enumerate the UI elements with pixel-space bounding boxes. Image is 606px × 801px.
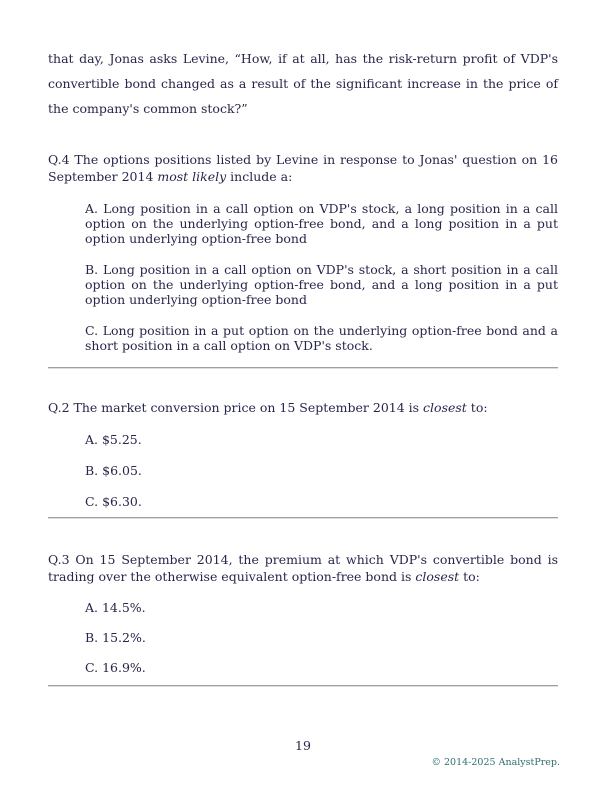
question-2-italic: closest (423, 400, 467, 415)
page-number: 19 (295, 738, 311, 753)
question-3-text-before: Q.3 On 15 September 2014, the premium at which VDP's convertible bond is trading over the otherwise equivalent option-free bond is (48, 552, 558, 584)
question-3-text-after: to: (459, 569, 480, 584)
question-3-option-b: B. 15.2%. (85, 630, 146, 645)
question-3-option-c: C. 16.9%. (85, 660, 146, 675)
question-3-block (48, 551, 558, 675)
section-divider (48, 517, 558, 519)
section-divider (48, 685, 558, 687)
question-2-block (48, 399, 558, 509)
question-2-text-before: Q.2 The market conversion price on 15 September 2014 is (48, 400, 424, 415)
question-3-text (48, 551, 558, 585)
question-4-option-b: B. Long position in a call option on VDP's stock, a short position in a call option on the underlying option-free bond, and a long position in a put option underlying option-free bond (85, 262, 558, 307)
question-2-option-b: B. $6.05. (85, 463, 142, 478)
copyright-notice: © 2014-2025 AnalystPrep. (431, 757, 560, 768)
intro-paragraph: that day, Jonas asks Levine, “How, if at all, has the risk-return profit of VDP's convertible bond changed as a result of the significant increase in the price of the company's common stock?” (48, 51, 558, 116)
question-4-text-after: include a: (226, 169, 293, 184)
question-4-option-a: A. Long position in a call option on VDP's stock, a long position in a call option on the underlying option-free bond, and a long position in a put option underlying option-free bond (85, 201, 558, 246)
question-4-options (48, 201, 558, 353)
question-4-text (48, 151, 558, 185)
question-2-text (48, 399, 558, 416)
question-2-text-after: to: (466, 400, 488, 415)
question-4-block (48, 151, 558, 353)
question-2-option-a: A. $5.25. (85, 432, 142, 447)
question-4-text-before: Q.4 The options positions listed by Levine in response to Jonas' question on 16 September 2014 (48, 152, 558, 184)
question-2-options (48, 432, 558, 509)
question-2-option-c: C. $6.30. (85, 494, 142, 509)
question-3-italic: closest (415, 569, 460, 584)
question-3-options (48, 600, 558, 675)
question-4-option-c: C. Long position in a put option on the underlying option-free bond and a short position in a call option on VDP's stock. (85, 323, 558, 353)
question-3-option-a: A. 14.5%. (85, 600, 146, 615)
question-4-italic: most likely (157, 169, 227, 184)
section-divider (48, 367, 558, 369)
